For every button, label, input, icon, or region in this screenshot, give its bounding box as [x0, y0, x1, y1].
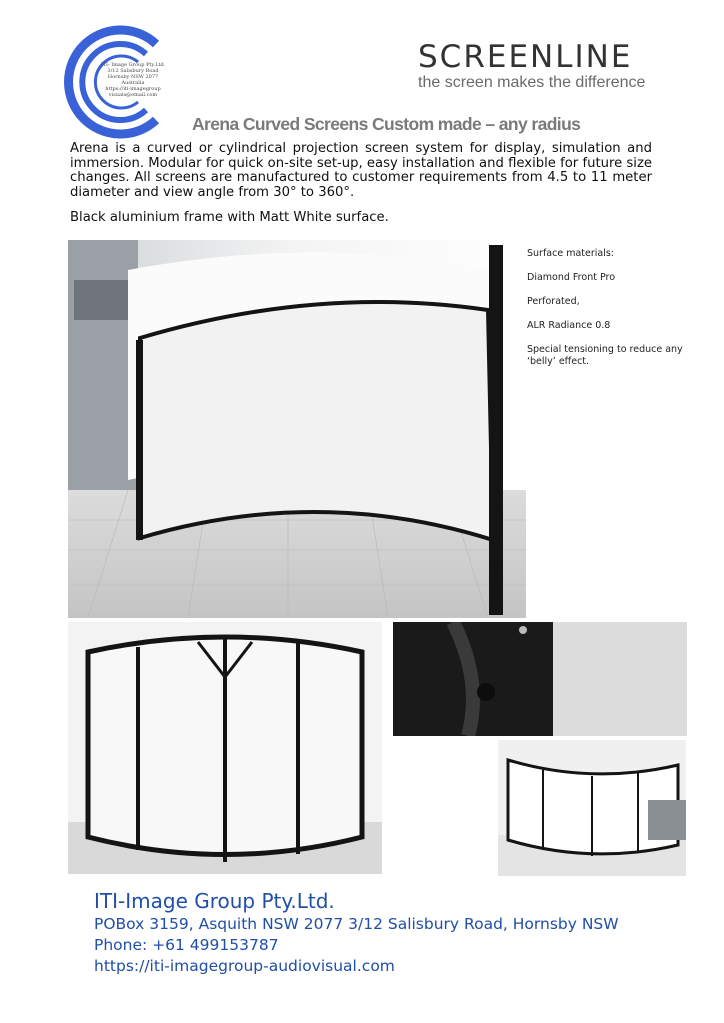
brand-block	[418, 40, 658, 92]
intro-paragraph: Arena is a curved or cylindrical projection screen system for display, simulation and immersion. Modular for quick on-site set-up, easy installation and flexible for future size changes. All screens are manufactured to customer requirements from 4.5 to 11 meter diameter and view angle from 30° to 360°.	[70, 141, 652, 200]
phone-number: Phone: +61 499153787	[94, 936, 279, 954]
brand-name: SCREENLINE	[418, 39, 633, 75]
materials-heading: Surface materials:	[527, 248, 615, 259]
material-item: ALR Radiance 0.8	[527, 320, 611, 331]
logo-address	[98, 62, 168, 98]
logo-line: ITI- Image Group Pty.Ltd.	[100, 62, 166, 68]
postal-address: POBox 3159, Asquith NSW 2077 3/12 Salisbury Road, Hornsby NSW	[94, 915, 619, 933]
material-item: Special tensioning to reduce any ‘belly’ effect.	[527, 344, 683, 367]
frame-detail-photo	[393, 622, 687, 736]
logo-line: 3/12 Salisbury Road	[107, 68, 159, 74]
logo-line: visuals@email.com	[108, 92, 158, 98]
page-headline: Arena Curved Screens Custom made – any radius	[192, 114, 581, 134]
frame-description: Black aluminium frame with Matt White surface.	[70, 210, 389, 225]
installed-arena-photo	[498, 740, 686, 876]
cylindrical-screen-photo	[68, 622, 382, 874]
material-item: Perforated,	[527, 296, 580, 307]
logo-line: Australia	[121, 80, 145, 86]
logo-line: https://iti-imagegroup	[105, 86, 161, 92]
company-name: ITI-Image Group Pty.Ltd.	[94, 889, 335, 913]
surface-materials-list	[527, 248, 687, 380]
material-item: Diamond Front Pro	[527, 272, 616, 283]
arena-screen-photo	[68, 240, 526, 618]
website-link[interactable]: https://iti-imagegroup-audiovisual.com	[94, 957, 395, 975]
logo-line: Hornsby NSW 2077	[107, 74, 159, 80]
contact-footer	[94, 888, 694, 977]
brand-tagline: the screen makes the difference	[418, 74, 646, 91]
